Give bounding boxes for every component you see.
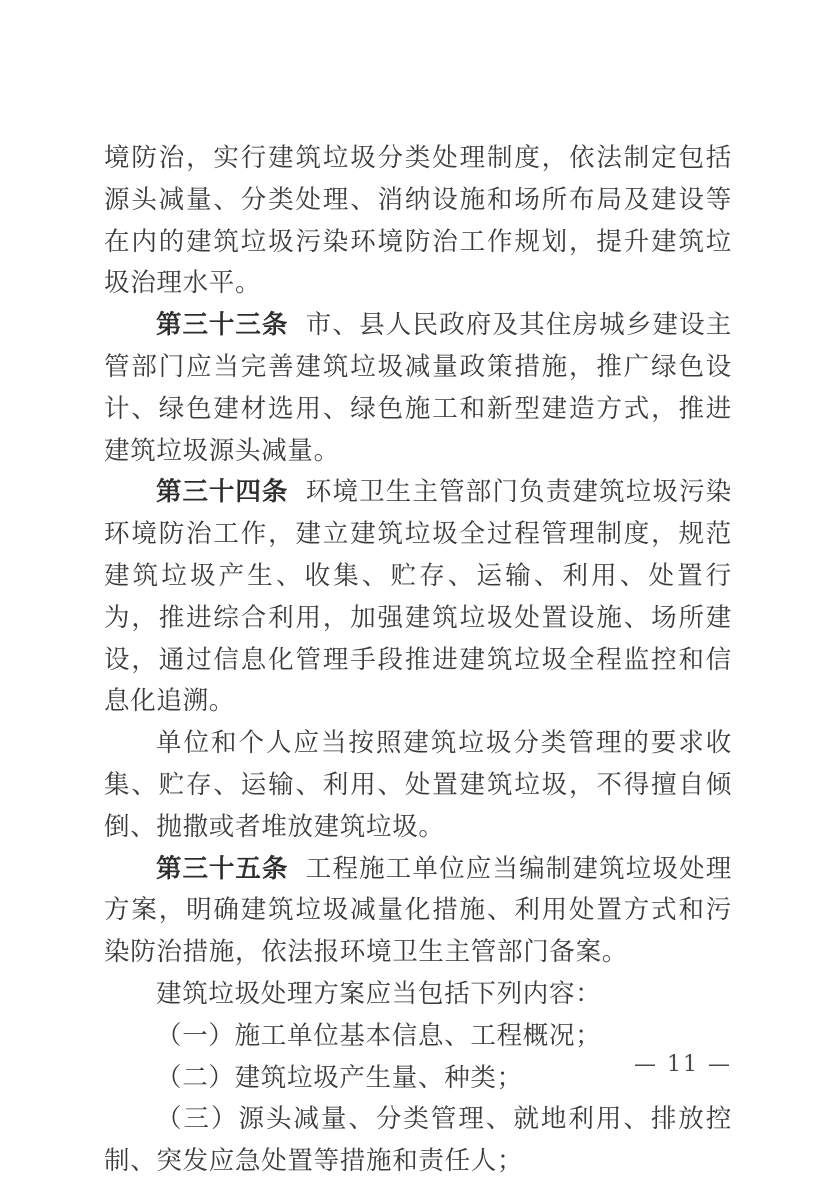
paragraph-text: 单位和个人应当按照建筑垃圾分类管理的要求收集、贮存、运输、利用、处置建筑垃圾，不得擅自倾倒、抛撒或者堆放建筑垃圾。 xyxy=(104,728,732,842)
paragraph-article-34-clause-2 xyxy=(104,723,732,848)
list-item-text: （三）源头减量、分类管理、就地利用、排放控制、突发应急处置等措施和责任人； xyxy=(104,1104,732,1177)
list-item-text: （一）施工单位基本信息、工程概况； xyxy=(156,1020,602,1051)
paragraph-text: 境防治，实行建筑垃圾分类处理制度，依法制定包括源头减量、分类处理、消纳设施和场所布局及建设等在内的建筑垃圾污染环境防治工作规划，提升建筑垃圾治理水平。 xyxy=(104,143,732,299)
page-number: — 11 — xyxy=(634,1052,732,1077)
paragraph-text: 环境卫生主管部门负责建筑垃圾污染环境防治工作，建立建筑垃圾全过程管理制度，规范建筑垃圾产生、收集、贮存、运输、利用、处置行为，推进综合利用，加强建筑垃圾处置设施、场所建设，通过信息化管理手段推进建筑垃圾全程监控和信息化追溯。 xyxy=(104,477,732,717)
paragraph-article-35-clause-2 xyxy=(104,974,732,1016)
paragraph-article-34 xyxy=(104,472,732,723)
article-number-heading: 第三十四条 xyxy=(156,477,289,508)
article-number-heading: 第三十三条 xyxy=(156,310,289,341)
paragraph-text: 市、县人民政府及其住房城乡建设主管部门应当完善建筑垃圾减量政策措施，推广绿色设计、绿色建材选用、绿色施工和新型建造方式，推进建筑垃圾源头减量。 xyxy=(104,310,732,466)
list-item-3 xyxy=(104,1099,732,1183)
document-body xyxy=(104,138,732,1183)
article-number-heading: 第三十五条 xyxy=(156,853,289,884)
list-item-text: （二）建筑垃圾产生量、种类； xyxy=(156,1062,523,1093)
paragraph-text: 建筑垃圾处理方案应当包括下列内容： xyxy=(156,978,602,1009)
paragraph-text: 工程施工单位应当编制建筑垃圾处理方案，明确建筑垃圾减量化措施、利用处置方式和污染防治措施，依法报环境卫生主管部门备案。 xyxy=(104,853,732,968)
paragraph-article-33 xyxy=(104,305,732,472)
paragraph-article-35 xyxy=(104,849,732,974)
paragraph-continuation xyxy=(104,138,732,305)
